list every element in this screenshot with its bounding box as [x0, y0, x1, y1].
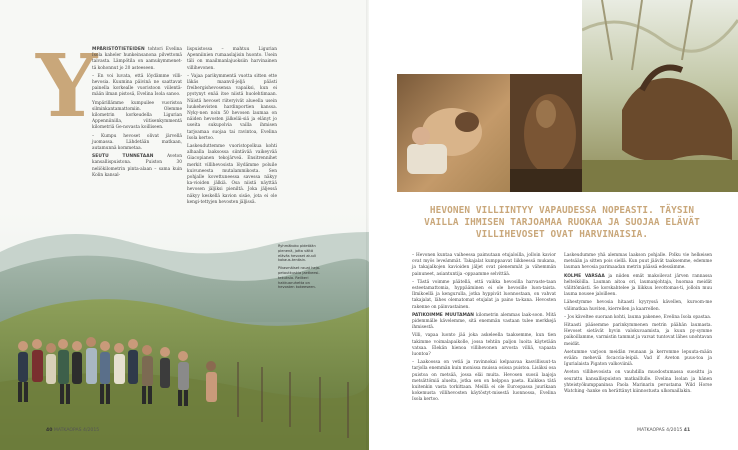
paragraph: – Hevonen kuntaa vaiheessa paimutaan etujaloilla, jolloin kavior ovat myös leveämmät. Takajalat kumppaavat liikkeessä mukana, ja takajalkojen kavioiden jäljet ovat pienemmät ja vähemmän painuneet, asiantuntija -oppaamme selvittää. [412, 253, 556, 277]
pull-quote: HEVONEN VILLIINTYY VAPAUDESSA NOPEASTI. TÄYSIN VAILLA IHMISEN TARJOAMAA RUOKAA JA SUOJAA ELÄVÄT VILLIHEVOSET OVAT HARVINAISIA. [424, 205, 700, 241]
paragraph: Aveton villihevosista on vauhdilla muodostumassa suosittu ja seurattu kansallispuiston matkaillulle. Evelina Isolan ja hänen yhteistyökumppaninsa Paola Marinarin perustama Wild Horse Watching -hanke on herättänyt kiinnostusta ulkomaillakin. [564, 370, 712, 395]
drop-cap: Y [36, 36, 98, 137]
paragraph: – Laakoossa on vetiä ja ravinnokai kelpaavaa kasvillisuut-ta tarjolla enemmän kuin monissa muissa osissa puistoa. Lisäksi osa puistoa on metsää, jossa eläi muita. Hevosen suosii laajoja metsättömiä alueita, jotka sen on helppoa paeta. Kaikkea tätä kuitenkin vasta torkittaan. Meillä ei ole Euroopassa juurikaan kokemusta villihevosten käytöstyt-misestä luonnossa, Evelina Isola kertoo. [412, 360, 556, 403]
horse-closeup-photo [510, 74, 590, 192]
photo-captions [278, 244, 322, 293]
paragraph: Laskeudumme yhä alemmas laakson pohjalle. Polku vie helkeisen metsään ja sitten pois siellä. Kun puut jäävät taaksemme, edemme lauman hevosia parimaadan metrin päässä edessämme. [564, 253, 712, 271]
paragraph: Lähestymme hevosia hitaasti kyyryssä kävellen, kuroom-me välimatkaa huviten, kierrellen ja kaarrellen. [564, 300, 712, 312]
caption: Ryhmäkoko pidetään pienenä, jotta vältä eläväs hevoset aiuuli kokaus-tenäsin. [278, 244, 316, 263]
paragraph: – Vajaa parikymmentä vuotta sitten ette läkäs maanvil-jeljä päästi freibergishevosensa vapaiksi, kun ei pystynyt enää itse niistä huolehtimaan. Näistä hevoset riiteryivät alueella usein luukehevisten hardinportien kanssa. Nyky-nen noin 50 hevosen laumaa on näiden hevosten jälkeläi-siä ja elänyt jo useita sukupolvia vailla ihmisen tarjoamaa suojaa tai ravintoa, Evelina Isola kertoo. [187, 73, 277, 141]
paragraph: – Jos käveltee suoraan kohti, lauma pakenee, Evelina Isola opastaa. [564, 314, 712, 320]
paragraph: Villi, vapaa luonto jää joka askeleella taaksemme, kun tien takimme voimalapaikolle, jossa tehtiin paljon luoita käytetään vatsaa. Elekän hienoa villihevonen arvosta villiä, vapaata luontoa? [412, 333, 556, 358]
page-folio-left: 40 MATKAOPAS 4/2015 [46, 428, 100, 433]
left-column-2 [187, 47, 277, 208]
paragraph: Asetumme varjoon meidän reunaan ja kerromme lepuuta-mään evään: meheviä focaccia-leipiä. Vad if Aveton puus-toa ja Igurialaista Pigaton valkoviiniä. [564, 349, 712, 368]
guide-photo [397, 74, 511, 192]
right-column-2 [564, 253, 712, 397]
paragraph: Laskeuduttemme vuoristopolkua kohti alhaalla laaksossa siintävää vaikeyvää Giacopianen tekojärveä. Ensitrennihet merkit villihevosista löydämme poluile kuivuneesta mutalammikosta. Sen pohjalle kovettuneessa savessa näkyy ka-vioiden jälkiä. Osa niistä näyttää hevosen jäljiksi pieniltä. Joka jäljessä näkyy keskellä kavion sisäe, jota ei ole kengi-tettyjen hevosten jäljissä. [187, 144, 277, 205]
paragraph: MPÄRISTÖTIETEIDEN tohtori Evelina Isola kaheler hunkeinsanona pilvettomä taivasta. Lämpötila on aamukymmenet-tä kohonnut jo 20 asteeseen. [92, 47, 182, 71]
caption: Pikasmäiset rauat heja-petoutkuskia jaetkeesi-tekuksia. Reilkeri hakkuaruhetta on hevosten kokeeseen. [278, 266, 321, 290]
paragraph: – Tästä voimme päätellä, että vaikka hevosilla harvaste-taan esteetamattomia, hyppääminen ei ole hevosille luon-taista. Ilmikoellä ja kengurulla, jotka hyppivät luonnostaan, on vahvat takajalat, lähes olematomat etujalat ja paino ta-kana. Hevosten rakenne on päinvastainen. [412, 279, 556, 310]
paragraph: Ympärillämme kumpuilee vuoristoa silminkantamattomiin. Olemme kilometrin korkeudella Ligurian Appenniinilla, viitisenkymmentä kilometriä Ge-novasta koilliseen. [92, 100, 182, 131]
left-column-1 [92, 47, 182, 181]
right-column-1 [412, 253, 556, 406]
paragraph: – Kumpu hevoset olivat järvellä juomassa. Lähdetään matkaan, autamunnä kommetaa. [92, 133, 182, 152]
paragraph: SEUTU TUNNETAAN Aveton kansallispuistona. Puiston 30 neliökilometrin pinta-alaan – sama kuin Kolin kansal- [92, 154, 182, 178]
paragraph: – En voi luvata, että löydämme villi-hevosia. Kuumina päivinä ne saattavat painella korkealle vuoristoon viilentä-mään ilman pistosä, Evelina Isola sanoo. [92, 73, 182, 98]
paragraph: lispuistossa – mahtuu Ligurian Apenniinien rumaaslajisin huonto. Usein täli on maailmanlajuoksiin harvinainen villihevonen. [187, 47, 277, 71]
paragraph: KOLME VARSAA ja niiden emät makoilevat järven rannassa helteiköilla. Lauman aitoa ori, laumanjohtaja, huomaa meidät välittömästi. Se korskahtelee ja liikkuu levottomas-ti, jolloin muu lauma nousee jaloilleen. [564, 273, 712, 298]
page-folio-right: MATKAOPAS 4/2015 41 [637, 428, 691, 433]
paragraph: Hitaasti pääsemme parinkymmenen metrin päähän laumasta. Hevoset sietävät hyvin valokuvaamista, ja kuun py-symme paikoillamme, varmistin tammat ja varsat tuntovat lähes unohtavan meidät. [564, 323, 712, 347]
wild-horse-photo [582, 0, 738, 192]
paragraph: PATIKOIMME MUUTAMAN kilometrin alemmas laak-soon. Mitä pidemmälle kävelemme, sitä enemmän vastaan tulee merkkejä ihmisestä. [412, 312, 556, 331]
